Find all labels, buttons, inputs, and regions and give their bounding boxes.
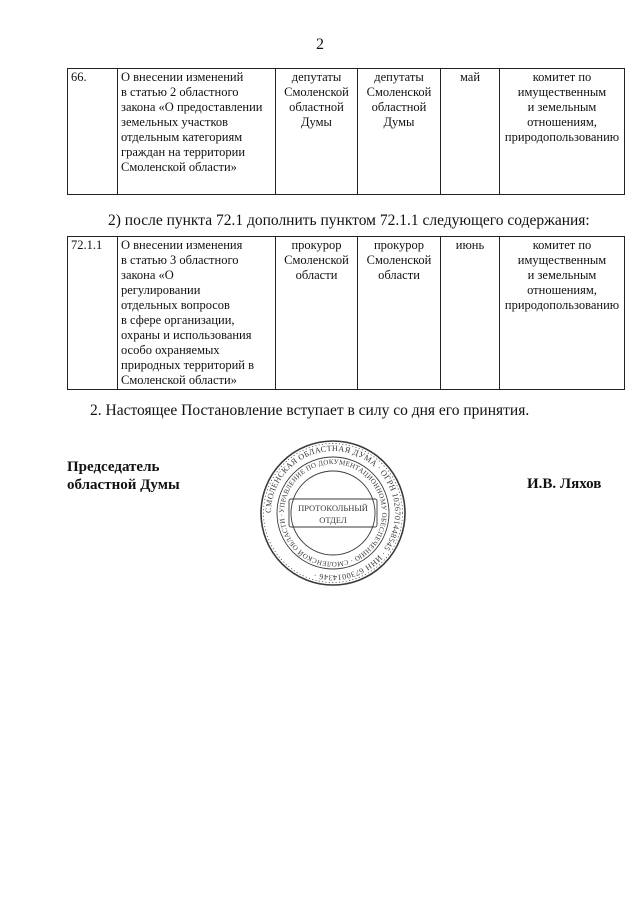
effective-date-clause: 2. Настоящее Постановление вступает в силу со дня его принятия. (90, 402, 530, 419)
amendment-intro: 2) после пункта 72.1 дополнить пунктом 72.1.1 следующего содержания: (108, 212, 590, 229)
official-seal (258, 438, 408, 588)
row-month: июнь (441, 237, 500, 390)
row-developer: прокурор Смоленской области (358, 237, 441, 390)
page-number: 2 (316, 36, 324, 53)
row-number: 72.1.1 (68, 237, 118, 390)
row-title: О внесении изменений в статью 2 областного закона «О предоставлении земельных участков отдельным категориям граждан на территории Смоленской области» (118, 69, 276, 195)
row-month: май (441, 69, 500, 195)
seal-center-line-1: ПРОТОКОЛЬНЫЙ (298, 503, 368, 513)
row-title: О внесении изменения в статью 3 областного закона «О регулировании отдельных вопросов в сфере организации, охраны и использования особо охраняемых природных территорий в Смоленской области» (118, 237, 276, 390)
table-row (68, 69, 625, 195)
row-developer: депутаты Смоленской областной Думы (358, 69, 441, 195)
row-initiator: депутаты Смоленской областной Думы (276, 69, 358, 195)
plan-table-1 (67, 68, 625, 195)
row-initiator: прокурор Смоленской области (276, 237, 358, 390)
row-committee: комитет по имущественным и земельным отношениям, природопользованию (500, 237, 625, 390)
seal-inner-text: УПРАВЛЕНИЕ ПО ДОКУМЕНТАЦИОННОМУ ОБЕСПЕЧЕНИЮ · СМОЛЕНСКОЙ ОБЛАСТИ · (277, 457, 389, 569)
plan-table-2 (67, 236, 625, 390)
row-number: 66. (68, 69, 118, 195)
seal-center-line-2: ОТДЕЛ (319, 515, 347, 525)
signatory-position: Председатель областной Думы (67, 459, 180, 493)
signatory-name: И.В. Ляхов (527, 476, 602, 492)
seal-outer-text: СМОЛЕНСКАЯ ОБЛАСТНАЯ ДУМА · ОГРН 1026701448545 · ИНН 6730014346 · (263, 443, 403, 583)
row-committee: комитет по имущественным и земельным отношениям, природопользованию (500, 69, 625, 195)
table-row (68, 237, 625, 390)
